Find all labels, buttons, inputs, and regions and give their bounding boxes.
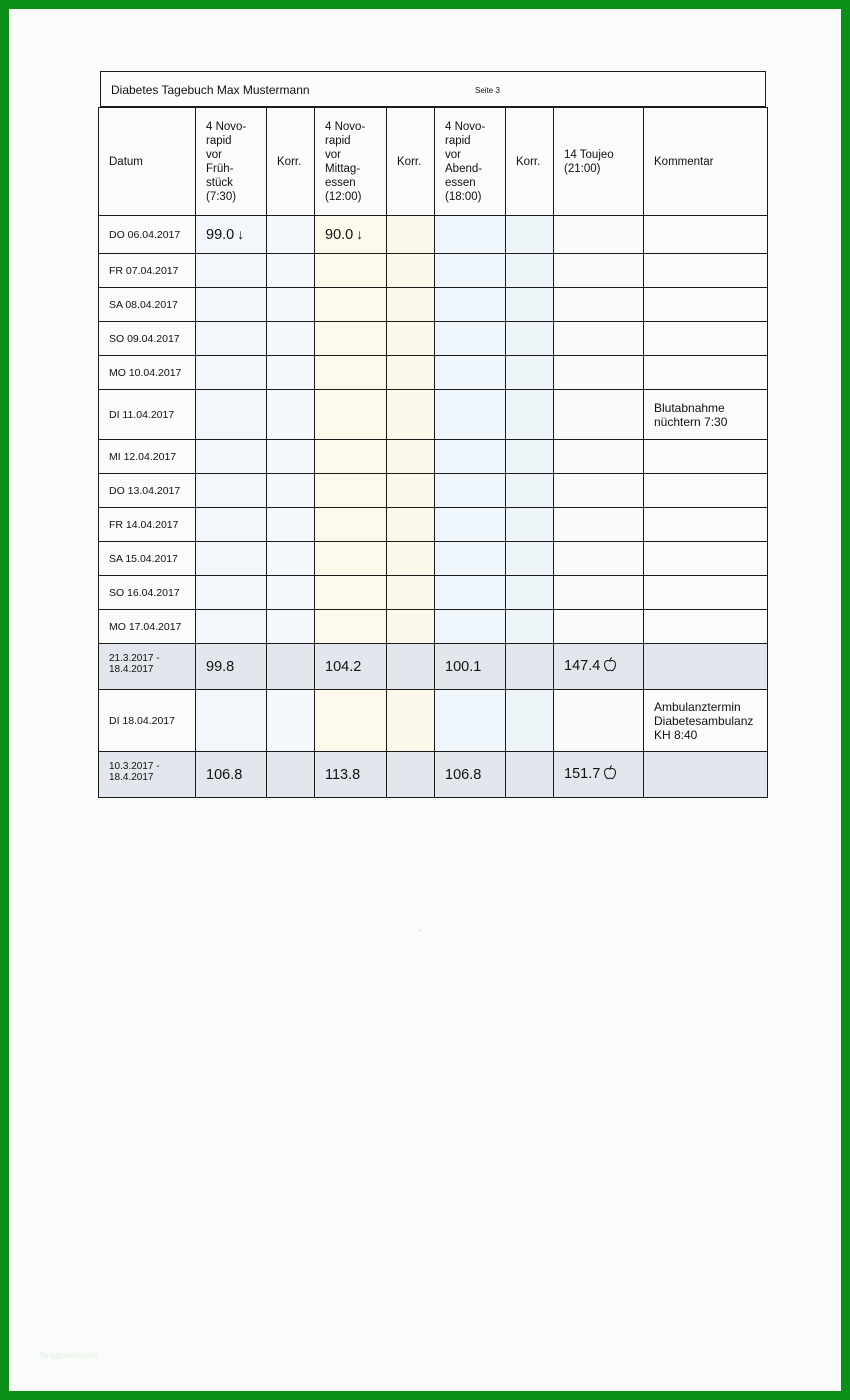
korr-mittagessen [387,690,435,752]
korr-abendessen [506,254,554,288]
table-row [99,690,768,752]
header-line: vor [325,148,341,161]
header-line: essen [445,176,476,189]
date-text: FR 14.04.2017 [109,518,179,531]
korr-fruehstueck [267,542,315,576]
korr-abendessen [506,288,554,322]
date-cell [99,440,196,474]
date-text: 18.4.2017 [109,772,154,783]
korr-abendessen [506,644,554,690]
value-toujeo [554,474,644,508]
korr-mittagessen [387,356,435,390]
value-fruehstueck [196,254,267,288]
value-mittagessen [315,690,387,752]
korr-mittagessen [387,610,435,644]
value-toujeo [554,752,644,798]
comment-cell [644,322,768,356]
value-abendessen [435,390,506,440]
value-toujeo [554,254,644,288]
date-text: SA 08.04.2017 [109,298,178,311]
value-fruehstueck [196,216,267,254]
header-novorapid-mittagessen [315,108,387,216]
header-line: (12:00) [325,190,362,203]
apple-icon [603,765,617,784]
date-cell [99,690,196,752]
date-text: DI 11.04.2017 [109,408,175,421]
comment-text: Ambulanztermin [654,699,741,714]
comment-cell [644,644,768,690]
value-mittagessen [315,542,387,576]
header-row [99,108,768,216]
value-abendessen [435,610,506,644]
table-row [99,216,768,254]
korr-fruehstueck [267,390,315,440]
value-fruehstueck [196,576,267,610]
date-text: MO 17.04.2017 [109,620,182,633]
value-toujeo [554,508,644,542]
header-line: 14 Toujeo [564,148,614,161]
value-abendessen [435,474,506,508]
date-text: 21.3.2017 - [109,653,160,664]
korr-mittagessen [387,216,435,254]
korr-abendessen [506,216,554,254]
korr-mittagessen [387,542,435,576]
table-row [99,356,768,390]
page-number: Seite 3 [475,86,500,95]
value-mittagessen [315,356,387,390]
table-row [99,508,768,542]
header-line: rapid [325,134,351,147]
value-abendessen [435,254,506,288]
value-toujeo [554,288,644,322]
value-text: 106.8 [206,766,243,783]
korr-abendessen [506,440,554,474]
header-line: Früh- [206,162,234,175]
value-abendessen [435,216,506,254]
korr-mittagessen [387,390,435,440]
date-cell [99,390,196,440]
date-text: SA 15.04.2017 [109,552,178,565]
korr-fruehstueck [267,254,315,288]
value-abendessen [435,356,506,390]
korr-mittagessen [387,508,435,542]
value-toujeo [554,356,644,390]
value-toujeo [554,542,644,576]
korr-fruehstueck [267,610,315,644]
comment-cell [644,576,768,610]
header-line: rapid [206,134,232,147]
korr-fruehstueck [267,752,315,798]
value-fruehstueck [196,690,267,752]
value-abendessen [435,752,506,798]
table-row [99,576,768,610]
date-cell [99,254,196,288]
value-mittagessen [315,254,387,288]
value-text: 104.2 [325,658,362,675]
header-line: Abend- [445,162,483,175]
value-abendessen [435,508,506,542]
table-row [99,390,768,440]
date-text: DI 18.04.2017 [109,714,175,727]
value-toujeo [554,390,644,440]
header-line: essen [325,176,356,189]
comment-cell [644,474,768,508]
header-novorapid-abendessen [435,108,506,216]
scan-speck [419,930,421,931]
value-toujeo [554,322,644,356]
header-line: (7:30) [206,190,237,203]
comment-cell [644,356,768,390]
table-row [99,288,768,322]
value-toujeo [554,440,644,474]
date-cell [99,216,196,254]
korr-fruehstueck [267,508,315,542]
value-mittagessen [315,288,387,322]
korr-abendessen [506,474,554,508]
korr-abendessen [506,322,554,356]
korr-abendessen [506,576,554,610]
value-toujeo [554,644,644,690]
date-text: DO 06.04.2017 [109,228,181,241]
table-row [99,322,768,356]
value-fruehstueck [196,644,267,690]
korr-fruehstueck [267,216,315,254]
arrow-down-icon: ↓ [356,226,364,242]
korr-abendessen [506,752,554,798]
value-mittagessen [315,474,387,508]
korr-fruehstueck [267,644,315,690]
header-korr-fruehstueck: Korr. [267,108,315,216]
value-text: 90.0 [325,227,354,243]
comment-cell [644,288,768,322]
document-header [100,71,766,107]
korr-fruehstueck [267,322,315,356]
value-abendessen [435,440,506,474]
table-row [99,610,768,644]
value-text: 151.7 [564,766,601,782]
table-row [99,254,768,288]
korr-mittagessen [387,752,435,798]
comment-cell [644,610,768,644]
comment-text: Diabetesambulanz [654,713,754,728]
value-mittagessen [315,322,387,356]
arrow-down-icon: ↓ [237,226,245,242]
header-line: 4 Novo- [325,120,366,133]
comment-cell [644,440,768,474]
document-title: Diabetes Tagebuch Max Mustermann [111,83,310,97]
value-fruehstueck [196,288,267,322]
korr-mittagessen [387,288,435,322]
korr-mittagessen [387,254,435,288]
date-text: DO 13.04.2017 [109,484,181,497]
value-abendessen [435,690,506,752]
korr-fruehstueck [267,440,315,474]
comment-text: KH 8:40 [654,727,698,742]
header-line: rapid [445,134,471,147]
value-abendessen [435,576,506,610]
comment-text: Blutabnahme [654,400,725,415]
value-mittagessen [315,576,387,610]
value-fruehstueck [196,440,267,474]
value-text: 99.8 [206,658,235,675]
value-toujeo [554,690,644,752]
korr-mittagessen [387,322,435,356]
summary-row [99,752,768,798]
date-text: MI 12.04.2017 [109,450,177,463]
value-fruehstueck [196,508,267,542]
value-abendessen [435,644,506,690]
header-line: 4 Novo- [206,120,247,133]
value-text: 113.8 [325,766,361,783]
header-kommentar: Kommentar [644,108,768,216]
value-fruehstueck [196,610,267,644]
korr-abendessen [506,356,554,390]
comment-cell [644,752,768,798]
date-cell [99,356,196,390]
table-row [99,542,768,576]
korr-mittagessen [387,644,435,690]
comment-cell [644,254,768,288]
comment-cell [644,508,768,542]
korr-abendessen [506,390,554,440]
korr-fruehstueck [267,690,315,752]
apple-icon [603,657,617,676]
value-fruehstueck [196,390,267,440]
value-fruehstueck [196,322,267,356]
value-text: 106.8 [445,766,482,783]
header-line: (21:00) [564,162,601,175]
header-line: 4 Novo- [445,120,486,133]
korr-abendessen [506,508,554,542]
header-korr-mittagessen: Korr. [387,108,435,216]
diary-body [99,216,768,798]
value-fruehstueck [196,542,267,576]
date-text: MO 10.04.2017 [109,366,182,379]
header-korr-abendessen: Korr. [506,108,554,216]
value-abendessen [435,288,506,322]
korr-abendessen [506,542,554,576]
korr-mittagessen [387,474,435,508]
value-abendessen [435,322,506,356]
date-text: SO 16.04.2017 [109,586,180,599]
value-fruehstueck [196,752,267,798]
header-line: vor [445,148,461,161]
value-mittagessen [315,440,387,474]
header-line: vor [206,148,222,161]
value-abendessen [435,542,506,576]
comment-cell [644,542,768,576]
korr-abendessen [506,610,554,644]
header-toujeo [554,108,644,216]
header-line: (18:00) [445,190,482,203]
korr-mittagessen [387,576,435,610]
value-mittagessen [315,216,387,254]
value-text: 100.1 [445,658,482,675]
comment-cell [644,216,768,254]
value-fruehstueck [196,356,267,390]
comment-cell [644,690,768,752]
date-text: SO 09.04.2017 [109,332,180,345]
date-text: 18.4.2017 [109,664,154,675]
value-toujeo [554,576,644,610]
date-cell [99,322,196,356]
header-novorapid-fruehstueck [196,108,267,216]
korr-fruehstueck [267,576,315,610]
date-cell [99,474,196,508]
comment-text: nüchtern 7:30 [654,414,728,429]
value-toujeo [554,216,644,254]
date-cell [99,644,196,690]
value-mittagessen [315,752,387,798]
table-row [99,440,768,474]
date-cell [99,610,196,644]
header-datum: Datum [99,108,196,216]
watermark-text: fengguiwen.com [40,1351,99,1360]
date-cell [99,288,196,322]
value-text: 147.4 [564,658,601,674]
korr-fruehstueck [267,356,315,390]
value-mittagessen [315,508,387,542]
date-cell [99,542,196,576]
diary-table [98,107,768,798]
date-cell [99,576,196,610]
value-mittagessen [315,644,387,690]
value-mittagessen [315,610,387,644]
date-text: FR 07.04.2017 [109,264,179,277]
korr-fruehstueck [267,288,315,322]
value-toujeo [554,610,644,644]
header-line: stück [206,176,233,189]
header-line: Mittag- [325,162,361,175]
summary-row [99,644,768,690]
value-mittagessen [315,390,387,440]
date-text: 10.3.2017 - [109,761,160,772]
comment-cell [644,390,768,440]
korr-mittagessen [387,440,435,474]
korr-fruehstueck [267,474,315,508]
korr-abendessen [506,690,554,752]
value-text: 99.0 [206,227,235,243]
value-fruehstueck [196,474,267,508]
date-cell [99,752,196,798]
date-cell [99,508,196,542]
table-row [99,474,768,508]
